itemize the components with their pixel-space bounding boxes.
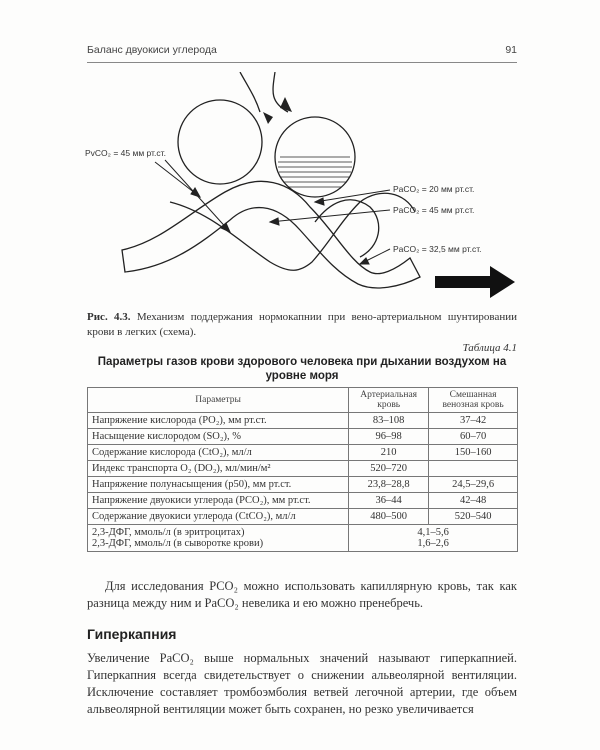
row-arterial: 96–98	[349, 429, 429, 445]
row-param: Содержание двуокиси углерода (CtCO₂), мл/л	[88, 509, 349, 525]
header-arterial: Артериальная кровь	[349, 388, 429, 413]
table-title: Параметры газов крови здорового человека при дыхании воздухом на уровне моря	[97, 356, 507, 382]
row-param: Напряжение кислорода (PO₂), мм рт.ст.	[88, 413, 349, 429]
label-paco2-20: PaCO₂ = 20 мм рт.ст.	[393, 184, 475, 194]
section-heading: Гиперкапния	[87, 626, 177, 642]
caption-label: Рис. 4.3.	[87, 311, 131, 323]
table-row	[88, 445, 518, 461]
row-venous: 42–48	[429, 493, 518, 509]
row-venous	[429, 461, 518, 477]
row-venous: 60–70	[429, 429, 518, 445]
label-paco2-325: PaCO₂ = 32,5 мм рт.ст.	[393, 244, 482, 254]
row-param: Индекс транспорта O₂ (DO₂), мл/мин/м²	[88, 461, 349, 477]
paragraph-hypercapnia: Увеличение PaCO₂ выше нормальных значений называют гиперкапнией. Гиперкапния всегда свидетельствует о снижении альвеолярной вентиляции. Исключение составляет тромбоэмболия ветвей легочной артерии, где объем альвеолярной вентиляции может быть сохранен, но резко увеличивается	[87, 651, 517, 716]
table-row	[88, 413, 518, 429]
row-param: Насыщение кислородом (SO₂), %	[88, 429, 349, 445]
row-venous: 24,5–29,6	[429, 477, 518, 493]
row-venous: 37–42	[429, 413, 518, 429]
page-number: 91	[505, 44, 517, 56]
label-pvco2: PvCO₂ = 45 мм рт.ст.	[85, 148, 166, 158]
airway	[240, 72, 288, 112]
arrow-paco2-45	[270, 210, 390, 222]
row-arterial: 36–44	[349, 493, 429, 509]
vessel-outer	[122, 181, 420, 288]
row-venous: 150–160	[429, 445, 518, 461]
header-rule	[87, 62, 517, 63]
dpg-value-2: 1,6–2,6	[417, 538, 449, 549]
airway-marker-left	[263, 112, 273, 124]
row-arterial: 83–108	[349, 413, 429, 429]
table-row	[88, 461, 518, 477]
dpg-values	[349, 525, 518, 552]
row-arterial: 23,8–28,8	[349, 477, 429, 493]
row-param: Напряжение полунасыщения (p50), мм рт.ст.	[88, 477, 349, 493]
vessel-inner	[315, 200, 379, 257]
dpg-line-2: 2,3-ДФГ, ммоль/л (в сыворотке крови)	[92, 538, 264, 549]
left-alveolus	[178, 100, 262, 184]
row-param: Содержание кислорода (CtO₂), мл/л	[88, 445, 349, 461]
header-params: Параметры	[88, 388, 349, 413]
table-row	[88, 493, 518, 509]
row-arterial: 210	[349, 445, 429, 461]
table-row-dpg	[88, 525, 518, 552]
big-arrow-icon	[435, 266, 515, 298]
airway-marker-right	[280, 97, 292, 112]
table-row	[88, 477, 518, 493]
row-param: Напряжение двуокиси углерода (PCO₂), мм рт.ст.	[88, 493, 349, 509]
figure-caption	[87, 310, 517, 340]
table-header-row	[88, 388, 518, 413]
row-arterial: 480–500	[349, 509, 429, 525]
arrow-pvco2-2	[165, 160, 230, 232]
table-row	[88, 509, 518, 525]
row-arterial: 520–720	[349, 461, 429, 477]
label-paco2-45: PaCO₂ = 45 мм рт.ст.	[393, 205, 475, 215]
dpg-value-1: 4,1–5,6	[417, 527, 449, 538]
running-head-title: Баланс двуокиси углерода	[87, 44, 217, 56]
blood-gas-table	[87, 387, 518, 552]
paragraph-capillary: Для исследования PCO₂ можно использовать капиллярную кровь, так как разница между ним и PaCO₂ невелика и ею можно пренебречь.	[87, 579, 517, 610]
table-number: Таблица 4.1	[462, 342, 517, 354]
dpg-line-1: 2,3-ДФГ, ммоль/л (в эритроцитах)	[92, 527, 245, 538]
running-head	[87, 44, 517, 56]
row-venous: 520–540	[429, 509, 518, 525]
table-row	[88, 429, 518, 445]
caption-text: Механизм поддержания нормокапнии при вено-артериальном шунтировании крови в легких (схема).	[87, 311, 517, 338]
figure-shunt-diagram	[60, 72, 530, 312]
row-param-dpg	[88, 525, 349, 552]
header-venous: Смешанная венозная кровь	[429, 388, 518, 413]
